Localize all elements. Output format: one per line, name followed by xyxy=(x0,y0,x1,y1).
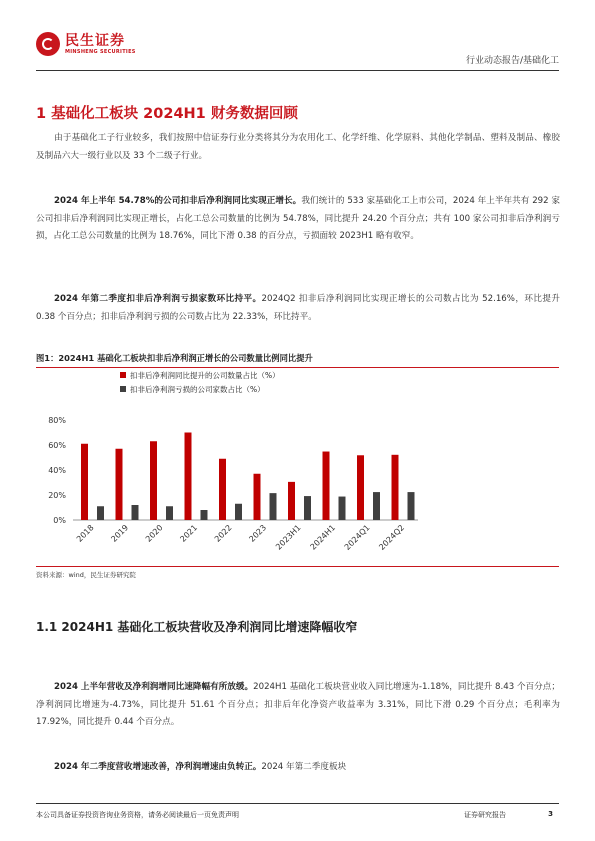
x-tick-label: 2023 xyxy=(247,523,269,544)
bar-profit-growth xyxy=(254,474,261,520)
bar-profit-growth xyxy=(288,482,295,520)
bar-loss xyxy=(97,506,104,520)
footer-doc-type: 证券研究报告 xyxy=(464,811,506,819)
report-category: 行业动态报告/基础化工 xyxy=(465,56,559,66)
x-tick-label: 2019 xyxy=(109,523,131,544)
bar-loss xyxy=(270,493,277,520)
y-tick-label: 0% xyxy=(53,516,66,525)
paragraph-revenue: 2024 上半年营收及净利润增同比速降幅有所放缓。2024H1 基础化工板块营业收入同比增速为-1.18%，同比提升 8.43 个百分点；净利润同比增速为-4.73%，同比提升 51.61 个百分点；扣非后年化净资产收益率为 3.31%，同比下滑 0.29 个百分点；毛利率为 17.92%，同比提升 0.44 个百分点。 xyxy=(36,682,560,727)
paragraph-lead: 2024 年二季度营收增速改善，净利润增速由负转正。 xyxy=(54,762,262,772)
paragraph-q2-revenue: 2024 年二季度营收增速改善，净利润增速由负转正。2024 年第二季度板块 xyxy=(54,762,347,772)
bar-chart xyxy=(36,368,559,564)
bar-loss xyxy=(132,505,139,520)
bar-profit-growth xyxy=(392,455,399,520)
legend-swatch xyxy=(120,386,126,392)
bar-loss xyxy=(304,496,311,520)
minsheng-logo-icon xyxy=(36,32,60,56)
brand-logo xyxy=(36,32,136,56)
x-tick-label: 2023H1 xyxy=(274,523,303,552)
bar-loss xyxy=(166,506,173,520)
bar-profit-growth xyxy=(185,433,192,521)
paragraph-lead: 2024 上半年营收及净利润增同比速降幅有所放缓。 xyxy=(54,682,254,692)
paragraph-lead: 2024 年第二季度扣非后净利润亏损家数环比持平。 xyxy=(54,294,262,304)
bar-loss xyxy=(235,504,242,520)
legend-label: 扣非后净利润亏损的公司家数占比（%） xyxy=(130,385,265,394)
figure-title: 图1：2024H1 基础化工板块扣非后净利润正增长的公司数量比例同比提升 xyxy=(36,352,559,368)
x-tick-label: 2018 xyxy=(74,523,96,544)
page-footer xyxy=(36,803,559,822)
page-header xyxy=(36,30,559,71)
paragraph-q2-loss: 2024 年第二季度扣非后净利润亏损家数环比持平。2024Q2 扣非后净利润同比实现正增长的公司数占比为 52.16%，环比提升 0.38 个百分点；扣非后净利润亏损的公司数占比为 22.33%，环比持平。 xyxy=(36,294,560,322)
bar-profit-growth xyxy=(323,452,330,520)
bar-loss xyxy=(408,492,415,520)
legend-swatch xyxy=(120,372,126,378)
x-tick-label: 2024Q2 xyxy=(377,523,407,552)
x-tick-label: 2021 xyxy=(178,523,200,544)
bar-loss xyxy=(201,510,208,520)
paragraph-lead: 2024 年上半年 54.78%的公司扣非后净利润同比实现正增长。 xyxy=(54,196,302,206)
page-number: 3 xyxy=(548,810,553,818)
legend-label: 扣非后净利润同比提升的公司数量占比（%） xyxy=(130,371,280,380)
y-tick-label: 60% xyxy=(48,441,66,450)
y-tick-label: 80% xyxy=(48,416,66,425)
brand-name-en: MINSHENG SECURITIES xyxy=(65,48,136,55)
bar-profit-growth xyxy=(357,455,364,520)
paragraph-intro: 由于基础化工子行业较多，我们按照中信证券行业分类将其分为农用化工、化学纤维、化学原料、其他化学制品、塑料及制品、橡胶及制品六大一级行业以及 33 个二级子行业。 xyxy=(36,133,560,161)
paragraph-h1-growth: 2024 年上半年 54.78%的公司扣非后净利润同比实现正增长。我们统计的 533 家基础化工上市公司，2024 年上半年共有 292 家公司扣非后净利润同比实现正增长，占化工总公司数量的比例为 54.78%，同比提升 24.20 个百分点；共有 100 家公司扣非后净利润亏损，占化工总公司数量的比例为 18.76%，同比下滑 0.38 的百分点，亏损面较 2023H1 略有收窄。 xyxy=(36,196,560,241)
bar-profit-growth xyxy=(116,449,123,520)
x-tick-label: 2022 xyxy=(212,523,234,544)
brand-name-cn: 民生证券 xyxy=(65,32,125,49)
x-tick-label: 2024H1 xyxy=(308,523,338,552)
y-tick-label: 40% xyxy=(48,466,66,475)
bar-profit-growth xyxy=(150,441,157,520)
figure-source: 资料来源：wind，民生证券研究院 xyxy=(36,566,559,579)
subsection-title: 1.1 2024H1 基础化工板块营收及净利润同比增速降幅收窄 xyxy=(36,620,358,634)
bar-profit-growth xyxy=(219,459,226,520)
bar-loss xyxy=(339,497,346,520)
x-tick-label: 2020 xyxy=(143,523,165,544)
y-tick-label: 20% xyxy=(48,491,66,500)
footer-disclaimer: 本公司具备证券投资咨询业务资格，请务必阅读最后一页免责声明 xyxy=(36,811,239,819)
bar-profit-growth xyxy=(81,444,88,520)
section-title: 1 基础化工板块 2024H1 财务数据回顾 xyxy=(36,106,298,122)
bar-loss xyxy=(373,492,380,520)
x-tick-label: 2024Q1 xyxy=(342,523,372,552)
